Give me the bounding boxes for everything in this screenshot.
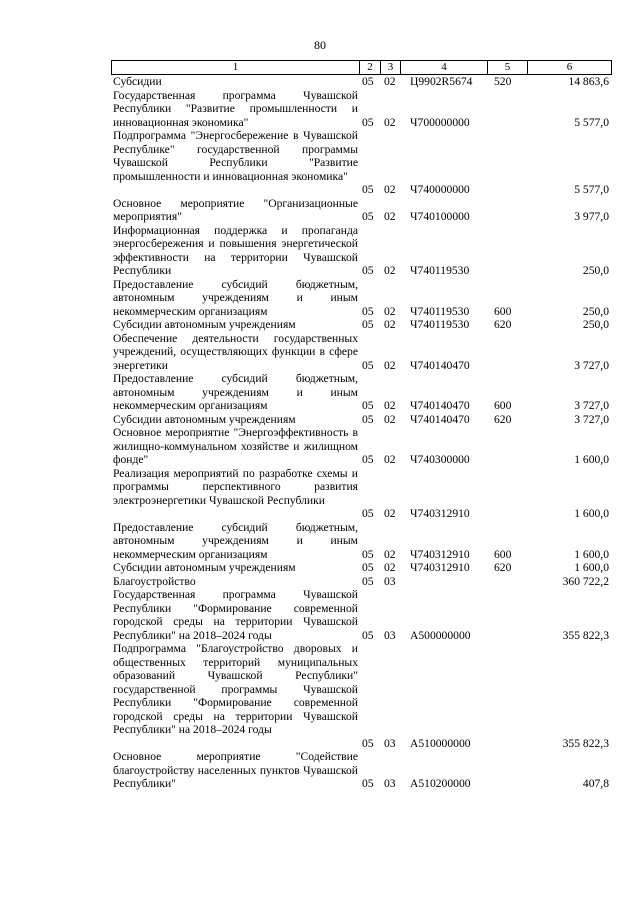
row-description: Реализация мероприятий по разработке схемы и программы перспективного развития электроэнергетики Чувашской Республики [113,466,358,507]
table-row [0,588,640,642]
table-row [0,197,640,224]
row-amount: 3 727,0 [574,412,609,426]
row-description: Государственная программа Чувашской Республики "Формирование современной городской среды на территории Чувашской Республики" на 2018–2024 годы [113,588,358,642]
row-section: 05 [362,777,374,790]
row-expense-type: 600 [494,304,512,318]
row-expense-type: 620 [494,561,512,574]
header-col-2: 2 [367,61,373,73]
table-row [0,278,640,319]
row-target-code: Ч740119530 [410,264,470,277]
row-section: 05 [362,412,374,426]
row-amount: 1 600,0 [574,507,609,520]
row-subsection: 03 [384,574,396,588]
row-subsection: 03 [384,736,396,750]
row-section: 05 [362,264,374,277]
row-target-code: Ч740119530 [410,318,470,331]
row-section: 05 [362,453,374,466]
row-description: Основное мероприятие "Организационные мероприятия" [113,196,358,223]
row-section: 05 [362,547,374,561]
row-amount: 5 577,0 [574,183,609,196]
row-amount: 250,0 [582,304,609,318]
row-section: 05 [362,318,374,331]
row-amount: 14 863,6 [568,75,609,88]
table-row [0,372,640,413]
row-amount: 407,8 [582,777,609,790]
row-section: 05 [362,574,374,588]
row-subsection: 02 [384,358,396,372]
row-description: Благоустройство [113,574,196,588]
row-section: 05 [362,561,374,574]
row-expense-type: 620 [494,318,512,331]
row-amount: 250,0 [582,318,609,331]
row-section: 05 [362,628,374,642]
row-target-code: Ч740119530 [410,304,470,318]
table-row [0,318,640,332]
row-expense-type: 600 [494,399,512,412]
row-target-code: Ч740312910 [410,547,470,561]
row-subsection: 02 [384,210,396,223]
row-target-code: Ч700000000 [410,115,470,129]
row-subsection: 03 [384,777,396,790]
row-expense-type: 620 [494,412,512,426]
row-amount: 250,0 [582,264,609,277]
row-amount: 5 577,0 [574,115,609,129]
table-header [111,60,612,75]
header-col-3: 3 [387,61,394,73]
page-number: 80 [314,38,326,52]
row-expense-type: 520 [494,75,512,88]
row-subsection: 02 [384,547,396,561]
row-section: 05 [362,210,374,223]
row-description: Основное мероприятие "Содействие благоустройству населенных пунктов Чувашской Республики" [113,750,358,790]
table-row [0,89,640,130]
row-description: Подпрограмма "Благоустройство дворовых и общественных территорий муниципальных образований Чувашской Республики" государственной программы Чувашской Республики "Формирование современной городской среды на территории Чувашской Республики" на 2018–2024 годы [113,642,358,736]
row-section: 05 [362,736,374,750]
row-target-code: А510200000 [410,777,471,790]
table-row [0,332,640,373]
row-target-code: Ч740140470 [410,412,470,426]
row-amount: 1 600,0 [574,561,609,574]
row-target-code: А500000000 [410,628,471,642]
row-amount: 3 727,0 [574,358,609,372]
table-row [0,413,640,427]
budget-table-body [0,75,640,791]
row-section: 05 [362,507,374,520]
row-section: 05 [362,75,374,88]
row-target-code: Ц9902R5674 [410,75,473,88]
table-row [0,75,640,89]
row-target-code: Ч740140470 [410,358,470,372]
row-description: Субсидии автономным учреждениям [113,561,296,574]
row-amount: 355 822,3 [562,736,609,750]
row-amount: 355 822,3 [562,628,609,642]
row-target-code: Ч740312910 [410,561,470,574]
row-target-code: Ч740300000 [410,453,470,466]
row-subsection: 02 [384,399,396,412]
table-row [0,467,640,521]
row-expense-type: 600 [494,547,512,561]
row-section: 05 [362,115,374,129]
row-description: Предоставление субсидий бюджетным, автономным учреждениям и иным некоммерческим организациям [113,372,358,412]
row-subsection: 02 [384,183,396,196]
row-subsection: 02 [384,318,396,331]
table-row [0,129,640,197]
row-target-code: Ч740100000 [410,210,470,223]
row-subsection: 02 [384,304,396,318]
table-row [0,642,640,750]
row-subsection: 02 [384,507,396,520]
row-section: 05 [362,304,374,318]
row-target-code: Ч740000000 [410,183,470,196]
row-target-code: А510000000 [410,736,471,750]
row-description: Государственная программа Чувашской Республики "Развитие промышленности и инновационная экономика" [113,88,358,129]
row-description: Предоставление субсидий бюджетным, автономным учреждениям и иным некоммерческим организациям [113,520,358,561]
row-description: Субсидии автономным учреждениям [113,318,296,331]
row-description: Основное мероприятие "Энергоэффективность в жилищно-коммунальном хозяйстве и жилищном фонде" [113,426,358,466]
row-subsection: 02 [384,115,396,129]
table-row [0,750,640,791]
row-amount: 1 600,0 [574,453,609,466]
row-section: 05 [362,358,374,372]
row-description: Субсидии [113,75,162,88]
row-subsection: 02 [384,264,396,277]
table-row [0,561,640,575]
row-target-code: Ч740312910 [410,507,470,520]
header-col-6: 6 [566,61,573,73]
row-description: Информационная поддержка и пропаганда энергосбережения и повышения энергетической эффективности на территории Чувашской Республики [113,223,358,277]
row-section: 05 [362,399,374,412]
row-subsection: 02 [384,75,396,88]
table-row [0,575,640,589]
row-subsection: 02 [384,561,396,574]
row-subsection: 02 [384,453,396,466]
table-row [0,521,640,562]
row-description: Предоставление субсидий бюджетным, автономным учреждениям и иным некоммерческим организациям [113,277,358,318]
row-subsection: 03 [384,628,396,642]
row-amount: 3 727,0 [574,399,609,412]
header-col-1: 1 [232,61,239,73]
row-target-code: Ч740140470 [410,399,470,412]
row-amount: 360 722,2 [562,574,609,588]
row-amount: 1 600,0 [574,547,609,561]
table-row [0,224,640,278]
header-col-4: 4 [441,61,447,73]
header-col-5: 5 [504,61,511,73]
row-description: Подпрограмма "Энергосбережение в Чувашской Республике" государственной программы Чувашской Республики "Развитие промышленности и инновационная экономика" [113,129,358,183]
row-description: Субсидии автономным учреждениям [113,412,296,426]
row-description: Обеспечение деятельности государственных учреждений, осуществляющих функции в сфере энергетики [113,331,358,372]
table-row [0,426,640,467]
row-section: 05 [362,183,374,196]
row-amount: 3 977,0 [574,210,609,223]
row-subsection: 02 [384,412,396,426]
